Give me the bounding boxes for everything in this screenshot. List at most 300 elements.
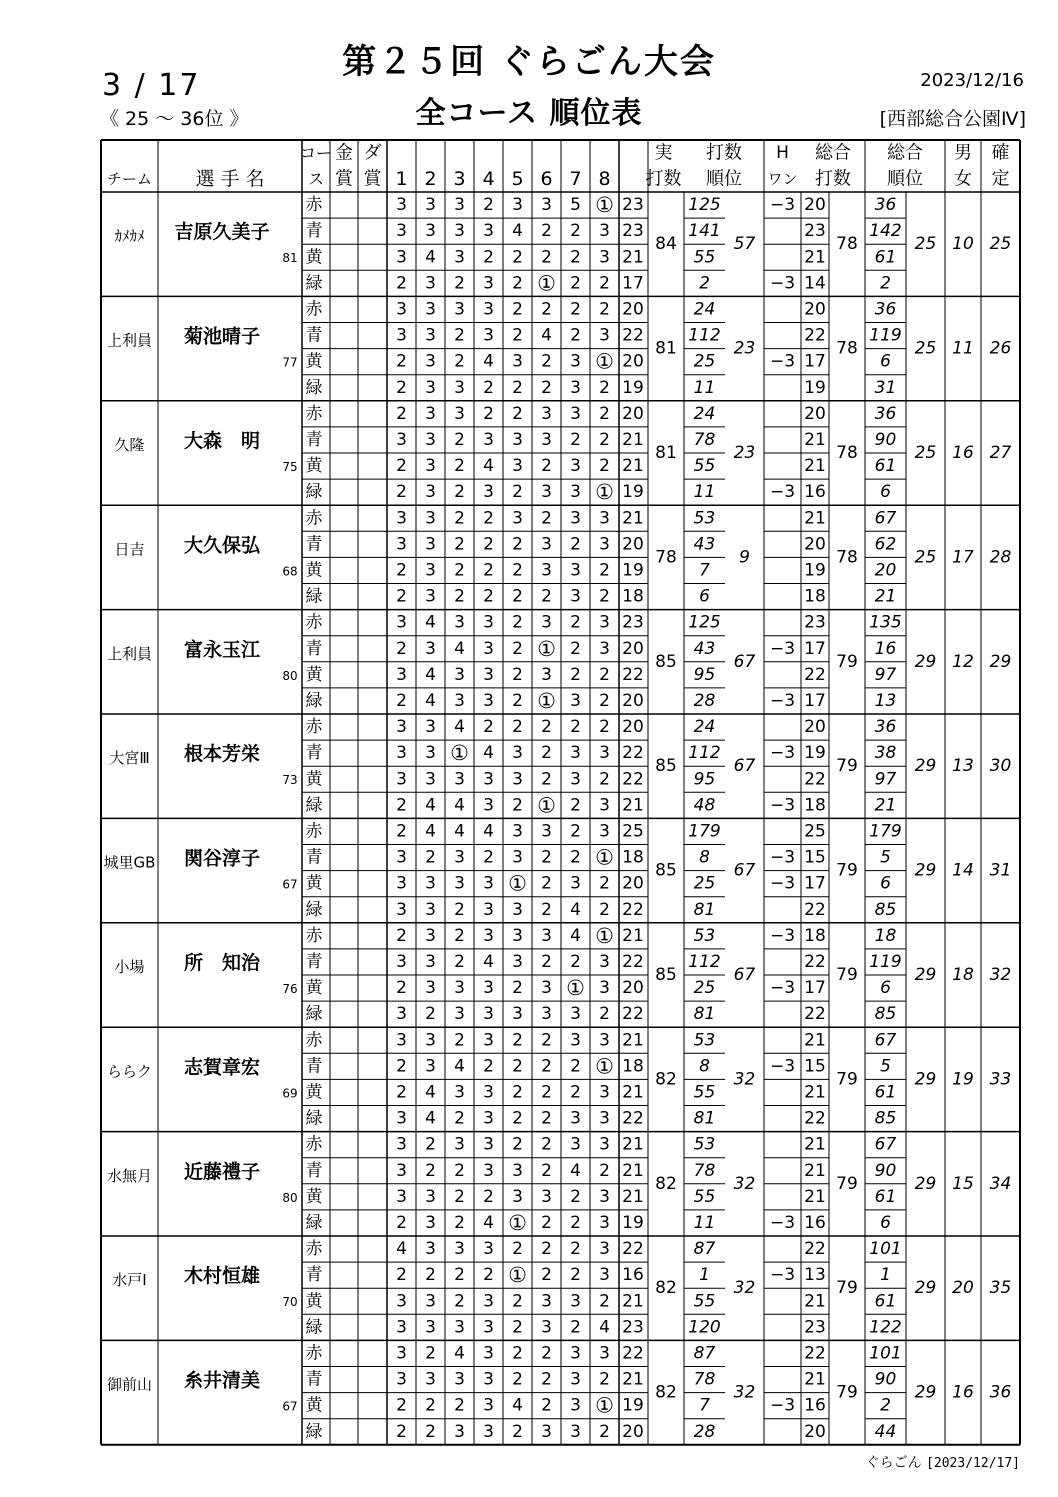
course-subtotal: 16 (622, 1265, 644, 1286)
hole-score: 3 (396, 717, 407, 738)
course-color: 青 (305, 1160, 323, 1181)
hole-score: 2 (512, 1317, 523, 1338)
course-color: 黄 (305, 456, 323, 477)
hole-in-one-score: ① (595, 1393, 614, 1418)
hole-score: 3 (396, 1291, 407, 1312)
hole-score: 2 (454, 1395, 465, 1416)
course-subtotal: 21 (622, 456, 644, 477)
header-hole-in-one: ワン (767, 170, 798, 188)
strokes-rank: 67 (733, 651, 756, 672)
total-strokes: 78 (836, 443, 858, 463)
course-total: 21 (804, 1030, 826, 1051)
hole-in-one-score: ① (595, 193, 614, 218)
hole-score: 2 (512, 560, 523, 581)
course-total: 22 (804, 1239, 826, 1260)
course-subtotal: 21 (622, 1030, 644, 1051)
course-total: 19 (804, 377, 826, 398)
course-total-rank: 6 (880, 351, 891, 372)
course-total: 20 (804, 195, 826, 216)
actual-strokes: 85 (655, 860, 677, 881)
hole-score: 3 (512, 821, 523, 842)
hole-score: 2 (425, 1265, 436, 1286)
course-subtotal: 21 (622, 247, 644, 268)
hole-in-one-bonus: −3 (769, 690, 796, 711)
actual-strokes: 82 (655, 1173, 677, 1194)
player-age: 76 (282, 982, 298, 996)
hole-score: 2 (454, 1291, 465, 1312)
total-strokes: 78 (836, 338, 858, 359)
strokes-rank: 67 (733, 965, 756, 985)
course-color: 黄 (305, 1186, 323, 1207)
hole-score: 3 (454, 1421, 465, 1442)
hole-score: 3 (483, 482, 494, 503)
hole-score: 2 (512, 377, 523, 398)
course-total-rank: 67 (874, 1030, 897, 1051)
hole-score: 2 (570, 717, 581, 738)
table-subtitle: 全コース 順位表 (415, 96, 643, 131)
hole-score: 3 (541, 195, 552, 216)
course-color: 緑 (305, 1004, 323, 1025)
hole-score: 3 (454, 247, 465, 268)
course-total-rank: 90 (874, 429, 897, 450)
course-rank: 78 (693, 1369, 716, 1390)
hole-score: 3 (541, 1004, 552, 1025)
hole-score: 3 (454, 978, 465, 999)
course-total: 22 (804, 325, 826, 346)
hole-score: 2 (425, 1395, 436, 1416)
hole-score: 3 (396, 221, 407, 242)
header-hole: 5 (511, 168, 524, 190)
player-name: 菊池晴子 (183, 325, 261, 348)
course-color: 赤 (305, 403, 323, 424)
hole-score: 3 (570, 351, 581, 372)
hole-score: 3 (512, 456, 523, 477)
gender-rank: 13 (952, 756, 974, 777)
course-rank: 125 (688, 195, 721, 216)
hole-score: 3 (396, 743, 407, 764)
hole-score: 2 (570, 664, 581, 685)
strokes-rank: 32 (733, 1382, 756, 1403)
final-rank: 25 (989, 234, 1012, 255)
strokes-rank: 9 (739, 547, 750, 568)
course-color: 青 (305, 847, 323, 868)
hole-score: 3 (599, 1239, 610, 1260)
header-team: チーム (106, 170, 153, 188)
course-total: 17 (804, 690, 826, 711)
course-total: 17 (804, 978, 826, 999)
hole-score: 3 (396, 534, 407, 555)
hole-in-one-score: ① (537, 271, 556, 296)
header-final: 確 (991, 142, 1010, 164)
hole-score: 2 (512, 1421, 523, 1442)
hole-score: 3 (396, 847, 407, 868)
player-name: 近藤禮子 (183, 1160, 261, 1183)
course-rank: 179 (688, 821, 721, 842)
player-name: 吉原久美子 (174, 221, 270, 244)
course-total-rank: 119 (869, 325, 902, 346)
player-name: 糸井清美 (183, 1369, 261, 1392)
hole-score: 3 (483, 1030, 494, 1051)
course-rank: 7 (699, 1395, 710, 1416)
course-rank: 24 (693, 717, 716, 738)
course-total: 22 (804, 1108, 826, 1129)
hole-score: 3 (599, 612, 610, 633)
hole-score: 3 (483, 1160, 494, 1181)
hole-score: 3 (425, 1212, 436, 1233)
course-subtotal: 21 (622, 1369, 644, 1390)
course-total: 18 (804, 925, 826, 946)
course-color: 赤 (305, 925, 323, 946)
course-total: 17 (804, 873, 826, 894)
total-rank: 25 (914, 338, 937, 359)
hole-score: 3 (599, 1082, 610, 1103)
header-gold: 金 (335, 142, 353, 164)
team-name: 水無月 (106, 1166, 153, 1185)
hole-score: 3 (599, 1186, 610, 1207)
course-total-rank: 122 (869, 1317, 902, 1338)
final-rank: 34 (989, 1173, 1012, 1194)
player-name: 志賀章宏 (183, 1056, 261, 1079)
actual-strokes: 82 (655, 1382, 677, 1403)
hole-in-one-bonus: −3 (769, 847, 796, 868)
hole-score: 2 (454, 1030, 465, 1051)
course-color: 緑 (305, 586, 323, 607)
hole-score: 3 (396, 195, 407, 216)
hole-score: 2 (541, 1239, 552, 1260)
course-color: 青 (305, 1369, 323, 1390)
hole-score: 3 (454, 612, 465, 633)
course-subtotal: 20 (622, 717, 644, 738)
hole-score: 3 (454, 1082, 465, 1103)
team-name: 御前山 (106, 1375, 153, 1394)
player-age: 67 (282, 877, 298, 892)
hole-score: 3 (599, 325, 610, 346)
gender-rank: 11 (952, 338, 974, 359)
hole-score: 2 (541, 508, 552, 529)
hole-score: 3 (425, 769, 436, 790)
final-rank: 26 (989, 338, 1012, 359)
hole-score: 2 (512, 1030, 523, 1051)
hole-score: 3 (425, 403, 436, 424)
hole-score: 2 (512, 1291, 523, 1312)
hole-score: 2 (512, 325, 523, 346)
total-strokes: 78 (836, 234, 858, 255)
hole-score: 3 (483, 978, 494, 999)
header-total-rank: 順位 (887, 168, 923, 190)
hole-score: 2 (570, 1186, 581, 1207)
hole-score: 3 (541, 821, 552, 842)
event-date: 2023/12/16 (920, 70, 1024, 91)
course-total: 19 (804, 743, 826, 764)
hole-score: 2 (599, 873, 610, 894)
course-total-rank: 90 (874, 1369, 897, 1390)
course-color: 青 (305, 743, 323, 764)
hole-score: 3 (483, 221, 494, 242)
course-color: 青 (305, 951, 323, 972)
hole-score: 3 (425, 978, 436, 999)
hole-score: 3 (425, 1186, 436, 1207)
hole-score: 3 (570, 1134, 581, 1155)
total-rank: 29 (914, 756, 937, 777)
hole-score: 3 (454, 664, 465, 685)
hole-score: 2 (541, 717, 552, 738)
course-total-rank: 135 (869, 612, 902, 633)
hole-score: 2 (483, 534, 494, 555)
course-total: 22 (804, 769, 826, 790)
course-rank: 48 (693, 795, 716, 816)
course-total-rank: 85 (874, 899, 897, 920)
hole-in-one-bonus: −3 (769, 351, 796, 372)
course-total: 13 (804, 1265, 826, 1286)
header-hole: 1 (395, 168, 408, 190)
course-subtotal: 22 (622, 1108, 644, 1129)
hole-in-one-score: ① (595, 923, 614, 948)
hole-score: 2 (599, 690, 610, 711)
hole-score: 2 (454, 429, 465, 450)
course-subtotal: 18 (622, 586, 644, 607)
hole-score: 3 (396, 612, 407, 633)
hole-score: 3 (396, 873, 407, 894)
strokes-rank: 67 (733, 756, 756, 777)
hole-score: 2 (570, 429, 581, 450)
hole-score: 4 (454, 1056, 465, 1077)
hole-score: 2 (599, 1369, 610, 1390)
course-rank: 53 (693, 1134, 716, 1155)
hole-score: 3 (425, 351, 436, 372)
course-color: 赤 (305, 1239, 323, 1260)
course-subtotal: 20 (622, 403, 644, 424)
course-total: 20 (804, 1421, 826, 1442)
hole-score: 2 (454, 534, 465, 555)
hole-score: 3 (425, 743, 436, 764)
hole-score: 2 (541, 299, 552, 320)
course-color: 黄 (305, 1395, 323, 1416)
hole-score: 3 (541, 664, 552, 685)
strokes-rank: 32 (733, 1173, 756, 1194)
hole-score: 2 (541, 1082, 552, 1103)
course-total-rank: 142 (869, 221, 902, 242)
hole-score: 3 (599, 1343, 610, 1364)
hole-score: 2 (570, 638, 581, 659)
total-rank: 29 (914, 860, 937, 881)
course-rank: 43 (693, 534, 716, 555)
hole-score: 3 (454, 377, 465, 398)
course-rank: 112 (688, 743, 721, 764)
header-course: コー (299, 143, 333, 163)
hole-in-one-bonus: −3 (769, 638, 796, 659)
course-subtotal: 19 (622, 1212, 644, 1233)
hole-score: 2 (396, 586, 407, 607)
hole-score: 4 (483, 456, 494, 477)
hole-score: 4 (396, 1239, 407, 1260)
hole-score: 2 (512, 1056, 523, 1077)
actual-strokes: 85 (655, 651, 677, 672)
course-total-rank: 44 (874, 1421, 897, 1442)
player-age: 73 (282, 773, 298, 788)
hole-score: 3 (599, 1212, 610, 1233)
player-age: 77 (282, 355, 298, 370)
header-hole: 2 (424, 168, 437, 190)
course-total: 23 (804, 1317, 826, 1338)
hole-score: 2 (483, 847, 494, 868)
course-total: 16 (804, 1212, 826, 1233)
hole-score: 3 (425, 273, 436, 294)
final-rank: 31 (989, 860, 1012, 881)
course-rank: 120 (688, 1317, 721, 1338)
course-color: 赤 (305, 821, 323, 842)
course-color: 緑 (305, 273, 323, 294)
player-age: 67 (282, 1399, 298, 1414)
hole-score: 3 (512, 1004, 523, 1025)
course-total: 20 (804, 403, 826, 424)
player-age: 68 (282, 564, 298, 579)
gender-rank: 10 (952, 234, 974, 255)
course-total: 17 (804, 351, 826, 372)
hole-score: 2 (512, 795, 523, 816)
hole-score: 3 (396, 1004, 407, 1025)
hole-score: 2 (512, 273, 523, 294)
course-total-rank: 21 (874, 586, 897, 607)
hole-score: 3 (570, 1343, 581, 1364)
course-rank: 95 (693, 664, 716, 685)
course-total-rank: 2 (880, 273, 891, 294)
hole-score: 4 (425, 795, 436, 816)
player-name: 木村恒雄 (183, 1265, 261, 1288)
hole-score: 2 (541, 951, 552, 972)
hole-score: 2 (570, 1265, 581, 1286)
hole-score: 3 (570, 508, 581, 529)
course-total-rank: 13 (874, 690, 897, 711)
hole-score: 2 (425, 1160, 436, 1181)
hole-score: 3 (483, 1343, 494, 1364)
course-color: 赤 (305, 299, 323, 320)
course-total: 18 (804, 795, 826, 816)
player-age: 80 (282, 668, 298, 683)
hole-score: 2 (512, 717, 523, 738)
course-subtotal: 20 (622, 873, 644, 894)
hole-score: 3 (425, 873, 436, 894)
hole-score: 2 (396, 351, 407, 372)
final-rank: 32 (989, 965, 1012, 985)
hole-score: 2 (599, 1291, 610, 1312)
hole-score: 2 (570, 247, 581, 268)
hole-score: 3 (425, 1030, 436, 1051)
course-color: 黄 (305, 978, 323, 999)
hole-score: 2 (512, 403, 523, 424)
course-total-rank: 90 (874, 1160, 897, 1181)
hole-score: 2 (425, 1004, 436, 1025)
hole-score: 2 (454, 456, 465, 477)
hole-score: 2 (570, 325, 581, 346)
hole-score: 4 (483, 351, 494, 372)
hole-in-one-bonus: −3 (769, 1212, 796, 1233)
footer-stamp: [2023/12/17] (926, 1456, 1020, 1471)
course-subtotal: 21 (622, 795, 644, 816)
hole-score: 2 (396, 1056, 407, 1077)
course-total: 22 (804, 664, 826, 685)
course-total: 21 (804, 429, 826, 450)
course-color: 黄 (305, 769, 323, 790)
hole-score: 3 (396, 429, 407, 450)
course-total: 21 (804, 1160, 826, 1181)
hole-score: 2 (454, 1160, 465, 1181)
course-color: 緑 (305, 899, 323, 920)
hole-score: 3 (454, 873, 465, 894)
course-color: 緑 (305, 690, 323, 711)
course-rank: 25 (693, 978, 716, 999)
course-total: 25 (804, 821, 826, 842)
hole-in-one-bonus: −3 (769, 195, 796, 216)
hole-score: 4 (425, 247, 436, 268)
hole-score: 3 (483, 690, 494, 711)
hole-score: 4 (425, 690, 436, 711)
hole-score: 2 (425, 1134, 436, 1155)
hole-score: 3 (483, 299, 494, 320)
final-rank: 33 (989, 1069, 1012, 1090)
course-total: 21 (804, 1082, 826, 1103)
hole-score: 2 (454, 1186, 465, 1207)
header-final: 定 (991, 168, 1010, 190)
hole-in-one-score: ① (595, 845, 614, 870)
hole-score: 2 (454, 1265, 465, 1286)
course-color: 黄 (305, 1291, 323, 1312)
course-total-rank: 101 (869, 1343, 902, 1364)
hole-score: 3 (425, 586, 436, 607)
course-total: 22 (804, 951, 826, 972)
hole-score: 3 (541, 403, 552, 424)
team-name: ｶﾒｶﾒ (114, 227, 145, 246)
hole-score: 2 (541, 377, 552, 398)
course-total-rank: 18 (874, 925, 897, 946)
hole-score: 2 (541, 769, 552, 790)
hole-score: 3 (599, 821, 610, 842)
final-rank: 28 (989, 547, 1012, 568)
hole-score: 2 (599, 403, 610, 424)
actual-strokes: 78 (655, 547, 677, 568)
hole-score: 3 (541, 1291, 552, 1312)
hole-score: 2 (541, 221, 552, 242)
hole-score: 3 (425, 951, 436, 972)
course-total-rank: 85 (874, 1004, 897, 1025)
hole-score: 3 (425, 1369, 436, 1390)
hole-score: 2 (396, 482, 407, 503)
hole-score: 2 (541, 1160, 552, 1181)
hole-score: 4 (599, 1317, 610, 1338)
hole-score: 2 (599, 717, 610, 738)
course-color: 赤 (305, 1343, 323, 1364)
hole-score: 3 (396, 1343, 407, 1364)
course-rank: 1 (699, 1265, 710, 1286)
hole-score: 2 (541, 899, 552, 920)
course-rank: 8 (699, 847, 710, 868)
hole-score: 2 (483, 195, 494, 216)
course-total-rank: 62 (874, 534, 897, 555)
hole-score: 2 (541, 1056, 552, 1077)
hole-score: 2 (599, 273, 610, 294)
course-color: 緑 (305, 1212, 323, 1233)
course-color: 黄 (305, 873, 323, 894)
course-rank: 2 (699, 273, 710, 294)
course-rank: 53 (693, 1030, 716, 1051)
hole-score: 3 (599, 951, 610, 972)
hole-score: 3 (454, 1004, 465, 1025)
course-total-rank: 31 (874, 377, 897, 398)
hole-score: 3 (570, 1030, 581, 1051)
hole-score: 3 (570, 1369, 581, 1390)
hole-score: 3 (599, 1134, 610, 1155)
course-color: 青 (305, 1265, 323, 1286)
header-actual: 打数 (645, 168, 682, 190)
